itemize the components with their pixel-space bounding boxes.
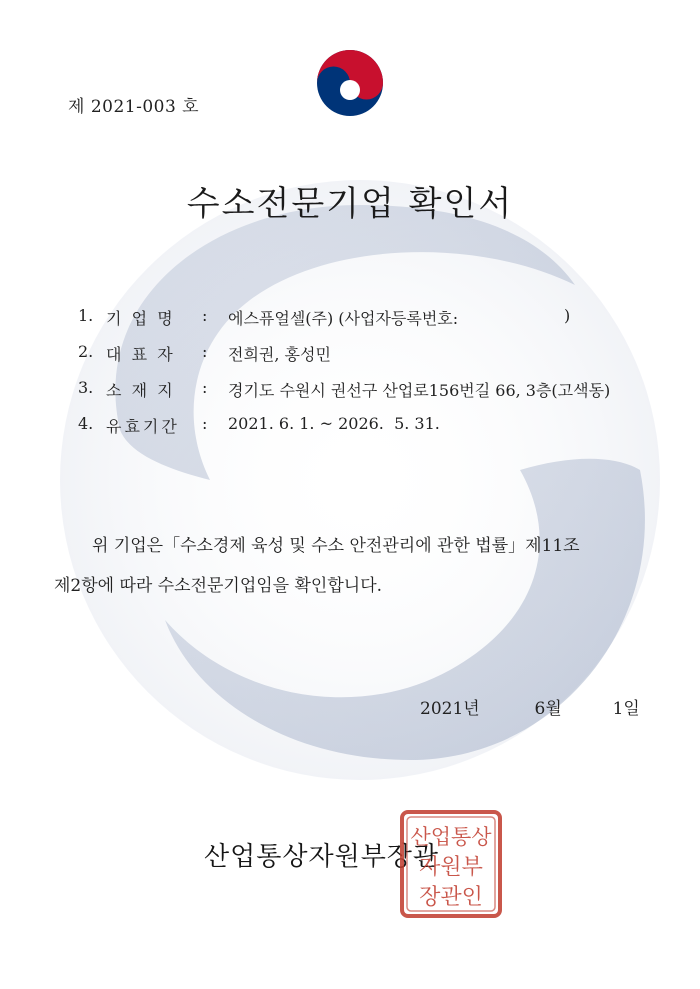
- field-colon: :: [202, 342, 208, 361]
- document-title: 수소전문기업 확인서: [186, 184, 514, 224]
- field-label: 대 표 자: [106, 345, 173, 364]
- field-number: 2.: [78, 342, 94, 361]
- field-colon: :: [202, 414, 208, 433]
- field-label: 소 재 지: [106, 381, 173, 400]
- body-line-2: 제2항에 따라 수소전문기업임을 확인합니다.: [54, 576, 383, 596]
- field-value: 2021. 6. 1. ~ 2026. 5. 31.: [228, 414, 440, 433]
- confirmation-text: [54, 526, 654, 606]
- issuer-name: 산업통상자원부장관: [204, 842, 440, 872]
- seal-line-1: 산업통상: [410, 825, 492, 849]
- seal-line-3: 장관인: [419, 885, 483, 910]
- field-number: 3.: [78, 378, 94, 397]
- certificate-number: 제 2021-003 호: [68, 97, 200, 117]
- issue-date: [420, 694, 640, 719]
- field-extra: ): [564, 306, 571, 325]
- date-year: 2021년: [420, 699, 480, 719]
- field-label: 유효기간: [106, 417, 180, 436]
- date-month: 6월: [534, 699, 562, 719]
- official-seal-stamp: [398, 808, 504, 920]
- field-colon: :: [202, 306, 208, 325]
- field-label: 기 업 명: [106, 309, 173, 328]
- date-day: 1일: [612, 699, 640, 719]
- field-colon: :: [202, 378, 208, 397]
- field-number: 4.: [78, 414, 94, 433]
- taegeuk-emblem-icon: [315, 48, 385, 118]
- field-value: 경기도 수원시 권선구 산업로156번길 66, 3층(고색동): [228, 381, 611, 400]
- seal-line-2: 자원부: [419, 855, 483, 880]
- body-line-1: 위 기업은「수소경제 육성 및 수소 안전관리에 관한 법률」제11조: [92, 536, 580, 556]
- field-number: 1.: [78, 306, 94, 325]
- watermark-halo: [60, 180, 660, 780]
- field-value: 전희권, 홍성민: [228, 345, 331, 364]
- field-value: 에스퓨얼셀(주) (사업자등록번호:: [228, 309, 459, 328]
